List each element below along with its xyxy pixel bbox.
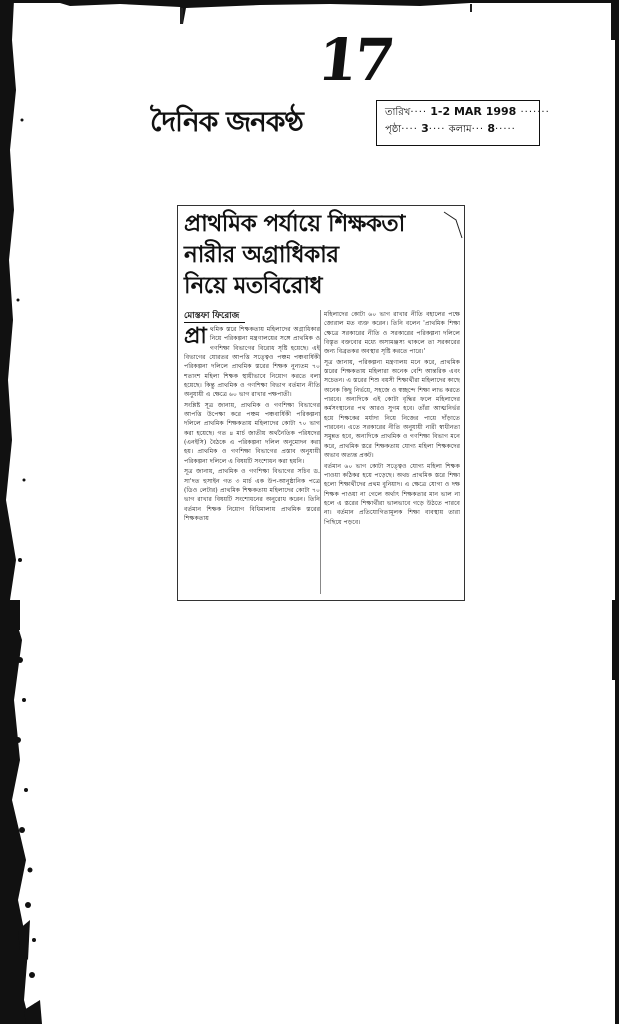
torn-corner-mark [442, 210, 464, 240]
date-stamp-box [376, 100, 550, 146]
date-row: তারিখ···· 1-2 MAR 1998 ······· [385, 105, 550, 118]
paragraph: সূত্র জানায়, পরিকল্পনা মন্ত্রণালয় মনে করে, প্রাথমিক স্তরের শিক্ষকতায় মহিলারা অনেক বেশি আন্তরিক এবং সচেতন। এ স্তরের শিশু বয়সী শিক্ষার্থীরা মহিলাদের কাছে অনেক কিছু নির্ভয়ে, সহজে ও স্বচ্ছন্দে শিক্ষা লাভ করতে পারবে। অন্যদিকে এই কোটা বৃদ্ধির ফলে মহিলাদের কর্মসংস্থানের পথ আরও সুগম হবে। তাঁরা আত্মনির্ভর হয়ে শিক্ষকের মর্যাদা নিয়ে নিজের পায়ে দাঁড়াতে পারবেন। এতে সরকারের নীতি অনুযায়ী নারী স্বাধীনতা সমুন্নত হবে, অন্যদিকে প্রাথমিক ও গণশিক্ষা বিভাগ মনে করে, প্রাথমিক স্তরে শিক্ষকতায় যোগ্য মহিলা শিক্ষকদের অভাব অত্যন্ত প্রকট। [324, 358, 460, 460]
scan-edge-left [0, 0, 42, 1024]
paragraph [184, 325, 320, 400]
newspaper-name: দৈনিক জনকণ্ঠ [150, 105, 303, 138]
column-label: কলাম [448, 124, 472, 135]
article-column-left [184, 310, 320, 596]
headline-line-3: নিয়ে মতবিরোধ [184, 272, 322, 299]
column-divider [320, 310, 321, 594]
paragraph: বর্তমান ৬০ ভাগ কোটা সত্ত্বেও যোগ্য মহিলা শিক্ষক পাওয়া কঠিকর হয়ে পড়েছে। অথচ প্রাথমিক স্তরে শিক্ষা হলো শিক্ষার্থীদের প্রথম বুনিয়াদ। এ ক্ষেত্রে যোগ্য ও দক্ষ শিক্ষক পাওয়া না গেলে অর্থাৎ শিক্ষকতার মান ভাল না হলে এ স্তরের শিক্ষার্থীরা ভালভাবে গড়ে উঠতে পারবে না। বর্তমান প্রতিযোগিতামূলক শিক্ষা ব্যবস্থায় তারা পিছিয়ে পড়বে। [324, 462, 460, 526]
archive-number: 17 [314, 26, 395, 94]
headline-line-2: নারীর অগ্রাধিকার [184, 241, 339, 268]
paragraph: সংশ্লিষ্ট সূত্র জানায়, প্রাথমিক ও গণশিক্ষা বিভাগের আপত্তি উপেক্ষা করে পঞ্চম পঞ্চবার্ষিকী পরিকল্পনা দলিলে প্রাথমিক শিক্ষকতায় মহিলাদের কোটা ৭০ ভাগ করা হয়েছে। গত ৪ মার্চ জাতীয় অর্থনৈতিক পরিষদের (এনইসি) বৈঠকে এ পরিকল্পনা দলিল অনুমোদন করা হয়। প্রাথমিক ও গণশিক্ষা বিভাগের প্রস্তাব অনুযায়ী পরিকল্পনা দলিলে এ বিষয়টি সংশোধন করা হয়নি। [184, 401, 320, 465]
dropcap: প্রা [184, 323, 207, 349]
date-value: 1-2 MAR 1998 [430, 105, 517, 118]
paragraph: সূত্র জানায়, প্রাথমিক ও গণশিক্ষা বিভাগের সচিব ড. সা'দত হুসাইন গত ৩ মার্চ এক উপ-আনুষ্ঠানিক পত্রে (ডিও লেটার) প্রাথমিক শিক্ষকতায় মহিলাদের কোটা ৭০ ভাগ রাখার বিষয়টি সংশোধনের অনুরোধ করেন। তিনি বর্তমান শিক্ষক নিয়োগ বিধিমালায় প্রাথমিক স্তরের শিক্ষকতায় [184, 468, 320, 522]
scan-edge-top [0, 0, 619, 24]
page-column-row: পৃষ্ঠা···· 3···· কলাম··· 8····· [385, 122, 516, 135]
newspaper-clipping [177, 205, 465, 601]
article-column-right [324, 310, 460, 596]
page-label: পৃষ্ঠা [385, 124, 402, 135]
paragraph: মহিলাদের কোটা ৬০ ভাগ রাখার নীতি বহালের পক্ষে জোরাল মত ব্যক্ত করেন। তিনি বলেন 'প্রাথমিক শিক্ষা ক্ষেত্রে সরকারের নীতি ও সরকারের পরিকল্পনা দলিলে বিস্তৃত বক্তব্যের মধ্যে অসামঞ্জস্য থাকলে তা সরকারের জন্য বিব্রতকর অবস্থার সৃষ্টি করতে পারে।' [324, 311, 460, 356]
headline-line-1: প্রাথমিক পর্যায়ে শিক্ষকতা [184, 210, 405, 237]
scan-edge-right [609, 0, 619, 1024]
article-headline [184, 208, 458, 301]
column-value: 8 [487, 122, 495, 135]
byline: মোস্তফা ফিরোজ [184, 310, 245, 323]
paragraph-text: থমিক স্তরে শিক্ষকতায় মহিলাদের অগ্রাধিকার নিয়ে পরিকল্পনা মন্ত্রণালয়ের সঙ্গে প্রাথমিক ও গণশিক্ষা বিভাগের বিরোধ সৃষ্টি হয়েছে। এই বিভাগের যোরতর আপত্তি সত্ত্বেও পঞ্চম পঞ্চবার্ষিকী পরিকল্পনা দলিলে প্রাথমিক স্তরের শিক্ষক নুন্যতম ৭০ শতাংশ মহিলা শিক্ষক স্থায়ীভাবে নিয়োগ করতে বলা হয়েছে। কিন্তু প্রাথমিক ও গণশিক্ষা বিভাগ বর্তমান নীতি অনুযায়ী এ ক্ষেত্রে ৬০ ভাগ রাখার পক্ষপাতী। [184, 326, 320, 399]
page-value: 3 [421, 122, 429, 135]
date-label: তারিখ [385, 107, 411, 118]
